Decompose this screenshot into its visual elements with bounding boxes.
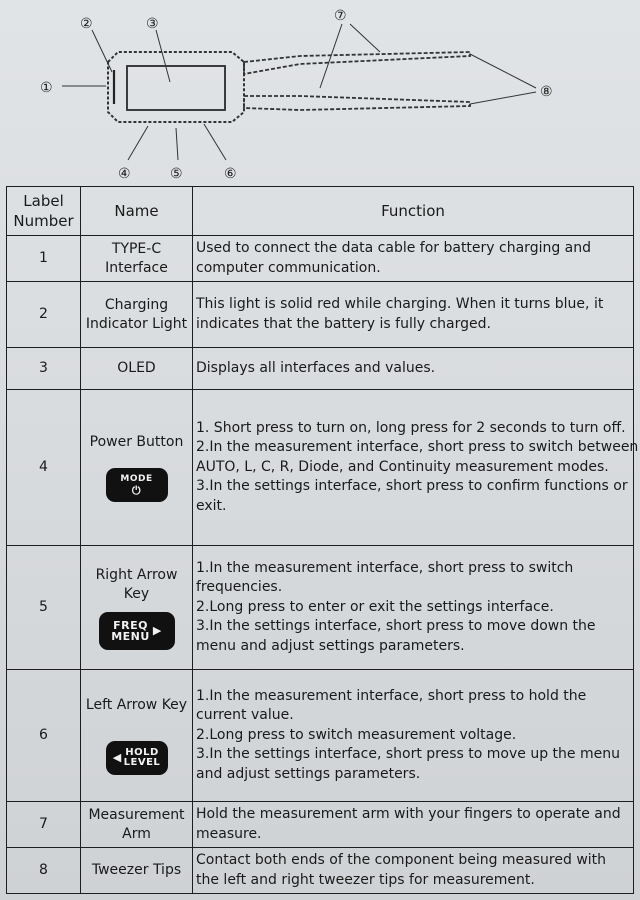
row-name	[81, 348, 193, 390]
row-number: 3	[7, 348, 81, 390]
function-line: indicates that the battery is fully charged.	[196, 315, 491, 332]
table-row	[7, 670, 634, 802]
row-function	[193, 348, 634, 390]
level-label: LEVEL	[123, 757, 161, 768]
function-line: 3.In the settings interface, short press to move up the menu	[196, 746, 620, 763]
function-line: current value.	[196, 707, 294, 724]
row-number: 1	[7, 236, 81, 282]
function-line: the left and right tweezer tips for measurement.	[196, 871, 535, 888]
row-name	[81, 236, 193, 282]
row-function	[193, 236, 634, 282]
row-number: 8	[7, 848, 81, 894]
function-line: 2.Long press to switch measurement voltage.	[196, 726, 517, 743]
device-diagram	[0, 0, 640, 186]
function-line: 3.In the settings interface, short press to confirm functions or	[196, 478, 628, 495]
header-function: Function	[193, 187, 634, 236]
callout-1: ①	[40, 80, 53, 96]
row-number: 2	[7, 282, 81, 348]
table-row	[7, 802, 634, 848]
function-line: 2.In the measurement interface, short press to switch between	[196, 439, 639, 456]
callout-6: ⑥	[224, 166, 237, 182]
row-name-text: Right Arrow Key	[95, 566, 178, 602]
freq-key-labels	[111, 620, 150, 642]
row-function	[193, 546, 634, 670]
freq-label: FREQ	[113, 618, 148, 632]
table-row	[7, 390, 634, 546]
row-name	[81, 848, 193, 894]
mode-key-icon	[106, 468, 168, 502]
function-line: computer communication.	[196, 259, 381, 276]
hold-label: HOLD	[125, 747, 159, 758]
row-name-text: OLED	[117, 360, 156, 376]
table-header-row	[7, 187, 634, 236]
callout-2: ②	[80, 16, 93, 32]
row-name-text: Tweezer Tips	[91, 862, 182, 878]
row-function	[193, 848, 634, 894]
table-row	[7, 848, 634, 894]
leader-lines	[62, 24, 536, 160]
row-name-text: Measurement Arm	[88, 806, 185, 842]
row-number: 4	[7, 390, 81, 546]
callout-8: ⑧	[540, 84, 553, 100]
function-line: Contact both ends of the component being measured with	[196, 852, 607, 868]
row-function	[193, 802, 634, 848]
menu-label: MENU	[111, 629, 150, 643]
function-line: AUTO, L, C, R, Diode, and Continuity measurement modes.	[196, 458, 609, 475]
hold-key-wrap	[81, 741, 192, 775]
function-line: measure.	[196, 825, 262, 842]
hold-key-labels	[124, 748, 161, 768]
table-row	[7, 236, 634, 282]
table-row	[7, 348, 634, 390]
callout-3: ③	[146, 16, 159, 32]
row-number: 5	[7, 546, 81, 670]
function-line: Used to connect the data cable for battery charging and	[196, 240, 592, 256]
row-name	[81, 802, 193, 848]
row-number: 6	[7, 670, 81, 802]
row-name-text: Charging Indicator Light	[85, 296, 188, 332]
power-icon: ⏻	[131, 484, 142, 497]
mode-key-wrap	[81, 468, 192, 502]
row-name	[81, 390, 193, 546]
row-function	[193, 390, 639, 546]
header-name: Name	[81, 187, 193, 236]
callout-5: ⑤	[170, 166, 183, 182]
table-row	[7, 282, 634, 348]
row-function	[193, 670, 634, 802]
table-row	[7, 546, 634, 670]
row-name	[81, 546, 193, 670]
function-line: 3.In the settings interface, short press to move down the	[196, 618, 596, 635]
device-body	[108, 52, 244, 122]
function-line: This light is solid red while charging. When it turns blue, it	[196, 296, 604, 312]
row-number: 7	[7, 802, 81, 848]
hold-level-key-icon	[106, 741, 168, 775]
function-line: Displays all interfaces and values.	[196, 359, 436, 376]
row-name-text: Left Arrow Key	[85, 697, 188, 713]
mode-key-label: MODE	[120, 474, 153, 484]
function-line: exit.	[196, 497, 227, 514]
left-arrow-icon: ◀	[112, 751, 122, 764]
callout-4: ④	[118, 166, 131, 182]
function-line: 2.Long press to enter or exit the settings interface.	[196, 598, 554, 615]
function-line: frequencies.	[196, 579, 283, 596]
function-line: Hold the measurement arm with your fingers to operate and	[196, 806, 621, 822]
function-table	[6, 186, 639, 894]
callout-7: ⑦	[334, 8, 347, 24]
function-line: 1.In the measurement interface, short press to hold the	[196, 687, 587, 704]
measurement-arms	[244, 52, 470, 110]
function-line: and adjust settings parameters.	[196, 765, 421, 782]
right-arrow-icon: ▶	[152, 624, 162, 637]
freq-menu-key-icon	[99, 612, 175, 650]
function-line: 1. Short press to turn on, long press for 2 seconds to turn off.	[196, 419, 626, 436]
row-function	[193, 282, 634, 348]
row-name	[81, 670, 193, 802]
row-name	[81, 282, 193, 348]
function-line: 1.In the measurement interface, short press to switch	[196, 559, 574, 576]
function-line: menu and adjust settings parameters.	[196, 637, 465, 654]
header-label-number: Label Number	[7, 187, 81, 236]
row-name-text: Power Button	[89, 434, 184, 450]
row-name-text: TYPE-C Interface	[105, 240, 168, 276]
freq-key-wrap	[81, 612, 192, 650]
